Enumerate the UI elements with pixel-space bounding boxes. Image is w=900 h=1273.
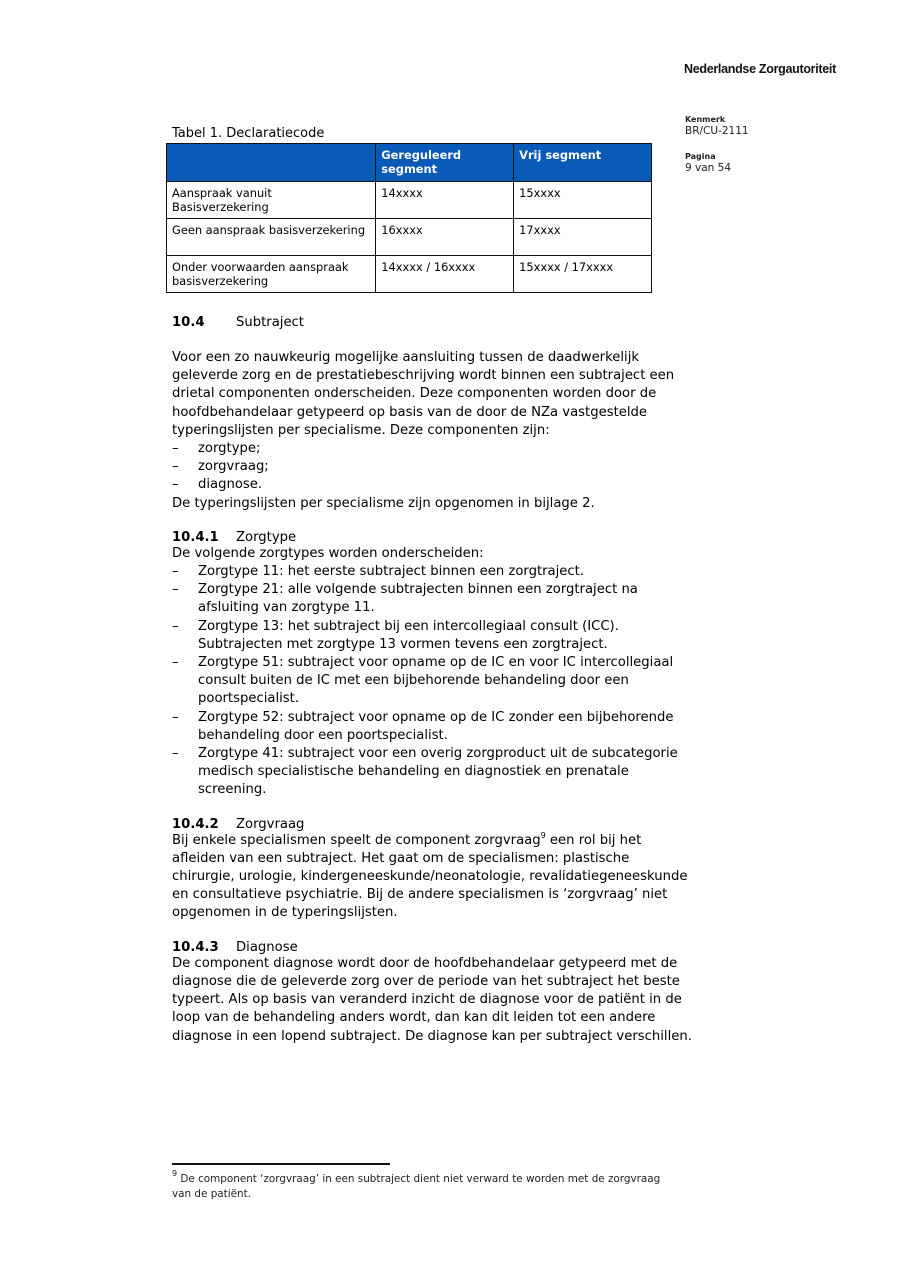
pagina-value: 9 van 54	[685, 162, 732, 174]
footnote-number: 9	[172, 1169, 178, 1178]
table-cell: 15xxxx / 17xxxx	[514, 256, 652, 293]
dash-bullet: –	[172, 477, 179, 493]
kenmerk-block	[685, 114, 749, 138]
section-number: 10.4	[172, 315, 205, 330]
table-cell: Onder voorwaarden aanspraak basisverzekering	[167, 256, 376, 293]
section-title: Diagnose	[236, 939, 298, 955]
declaratiecode-table	[166, 143, 652, 293]
dash-bullet: –	[172, 441, 179, 457]
footnote-text: De component ‘zorgvraag’ in een subtraject dient niet verward te worden met de zorgvraag van de patiënt.	[172, 1173, 661, 1200]
table-cell: 16xxxx	[376, 219, 514, 256]
section-heading-10-4-1	[172, 530, 692, 545]
table-cell: 17xxxx	[514, 219, 652, 256]
footnote-divider	[172, 1163, 390, 1165]
dash-bullet: –	[172, 746, 179, 762]
dash-bullet: –	[172, 655, 179, 671]
dash-bullet: –	[172, 564, 179, 580]
table-cell: 15xxxx	[514, 182, 652, 219]
list-item: – Zorgtype 11: het eerste subtraject binnen een zorgtraject.	[172, 563, 692, 581]
table-cell: 14xxxx	[376, 182, 514, 219]
table-header-cell: Gereguleerd segment	[376, 144, 514, 182]
dash-bullet: –	[172, 709, 179, 725]
footnote	[172, 1169, 672, 1202]
zorgtype-intro: De volgende zorgtypes worden onderscheiden:	[172, 545, 484, 561]
dash-bullet: –	[172, 618, 179, 634]
section-heading-10-4	[172, 314, 692, 331]
footnote-reference[interactable]: 9	[540, 830, 546, 840]
component-list	[172, 440, 692, 495]
list-item: – zorgvraag;	[172, 458, 692, 476]
diagnose-text: De component diagnose wordt door de hoofdbehandelaar getypeerd met de diagnose die de geleverde zorg over de periode van het subtraject het beste typeert. Als op basis van veranderd inzicht de diagnose voor de patiënt in de loop van de behandeling anders wordt, dan kan dit leiden tot een andere diagnose in een lopend subtraject. De diagnose kan per subtraject verschillen.	[172, 955, 692, 1044]
list-item: – diagnose.	[172, 476, 692, 494]
table-row	[167, 256, 652, 293]
section-heading-10-4-2	[172, 817, 692, 832]
table-row	[167, 219, 652, 256]
section-number: 10.4.2	[172, 816, 219, 832]
kenmerk-value: BR/CU-2111	[685, 125, 749, 137]
section-heading-10-4-3	[172, 940, 692, 955]
zorgtype-list	[172, 563, 692, 800]
subtraject-intro: Voor een zo nauwkeurig mogelijke aansluiting tussen de daadwerkelijk geleverde zorg en de prestatiebeschrijving wordt binnen een subtraject een drietal componenten onderscheiden. Deze componenten worden door de hoofdbehandelaar getypeerd op basis van de door de NZa vastgestelde typeringslijsten per specialisme. Deze componenten zijn:	[172, 350, 675, 438]
list-item: – Zorgtype 21: alle volgende subtrajecten binnen een zorgtraject na afsluiting van zorgtype 11.	[172, 582, 638, 616]
section-title: Zorgtype	[236, 529, 297, 545]
section-number: 10.4.3	[172, 939, 219, 955]
subtraject-outro: De typeringslijsten per specialisme zijn opgenomen in bijlage 2.	[172, 495, 595, 511]
section-number: 10.4.1	[172, 529, 219, 545]
table-cell: Geen aanspraak basisverzekering	[167, 219, 376, 256]
table-caption: Tabel 1. Declaratiecode	[172, 126, 325, 141]
table-header-cell	[167, 144, 376, 182]
table-header-cell: Vrij segment	[514, 144, 652, 182]
page-content	[172, 126, 692, 1046]
list-item: – Zorgtype 51: subtraject voor opname op de IC en voor IC intercollegiaal consult buiten de IC met een bijbehorende behandeling door een poortspecialist.	[172, 655, 674, 707]
table-header-row	[167, 144, 652, 182]
list-item: – Zorgtype 41: subtraject voor een overig zorgproduct uit de subcategorie medisch specialistische behandeling en diagnostiek en prenatale screening.	[172, 746, 678, 798]
section-title: Subtraject	[236, 315, 304, 330]
table-cell: Aanspraak vanuit Basisverzekering	[167, 182, 376, 219]
zorgvraag-text: Bij enkele specialismen speelt de component zorgvraag$^9$ een rol bij het afleiden van een subtraject. Het gaat om de specialismen: plastische chirurgie, urologie, kindergeneeskunde/neonatologie, revalidatiegeneeskunde en consultatieve psychiatrie. Bij de andere specialismen is ‘zorgvraag’ niet opgenomen in de typeringslijsten.	[172, 830, 688, 921]
table-cell: 14xxxx / 16xxxx	[376, 256, 514, 293]
list-item: – zorgtype;	[172, 440, 692, 458]
organization-name: Nederlandse Zorgautoriteit	[684, 62, 836, 76]
list-item: – Zorgtype 13: het subtraject bij een intercollegiaal consult (ICC). Subtrajecten met zorgtype 13 vormen tevens een zorgtraject.	[172, 618, 619, 652]
section-title: Zorgvraag	[236, 816, 305, 832]
pagina-label: Pagina	[685, 152, 716, 161]
kenmerk-label: Kenmerk	[685, 115, 726, 124]
table-row	[167, 182, 652, 219]
dash-bullet: –	[172, 582, 179, 598]
dash-bullet: –	[172, 459, 179, 475]
list-item: – Zorgtype 52: subtraject voor opname op de IC zonder een bijbehorende behandeling door een poortspecialist.	[172, 709, 674, 743]
